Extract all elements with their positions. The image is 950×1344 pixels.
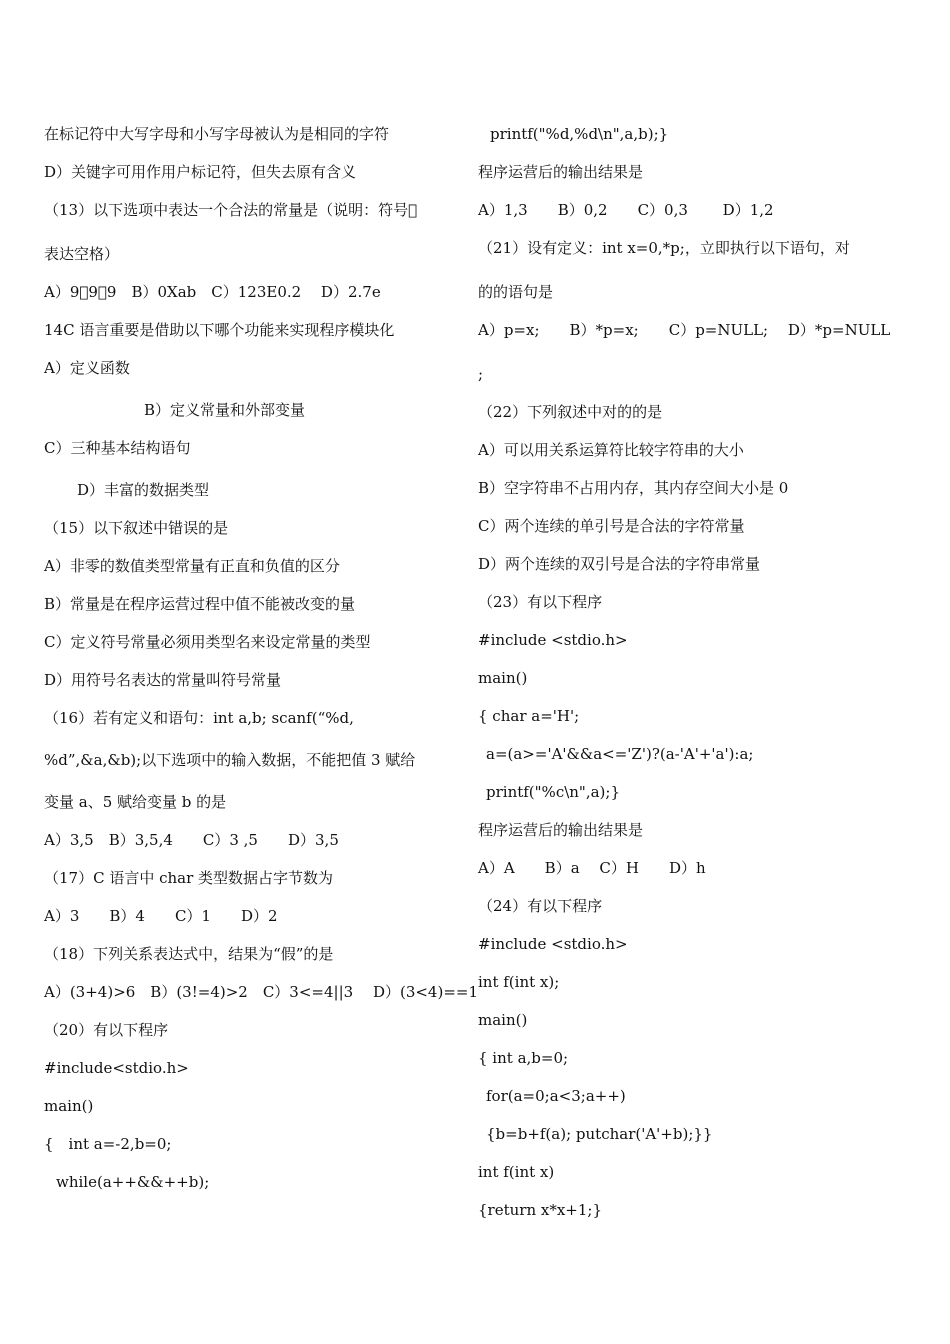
- left-column: [44, 124, 479, 1192]
- question-14-option-b: B）定义常量和外部变量: [144, 401, 306, 419]
- question-14-option-d: D）丰富的数据类型: [77, 481, 210, 499]
- question-20-options: A）1,3 B）0,2 C）0,3 D）1,2: [478, 201, 774, 219]
- question-15-option-d: D）用符号名表达的常量叫符号常量: [44, 671, 282, 689]
- text-line: %d”,&a,&b);以下选项中的输入数据，不能把值 3 赋给: [44, 751, 416, 769]
- question-16-options: A）3,5 B）3,5,4 C）3 ,5 D）3,5: [44, 831, 339, 849]
- text-line: 变量 a、5 赋给变量 b 的是: [44, 793, 227, 811]
- question-14-option-c: C）三种基本结构语句: [44, 439, 191, 457]
- code-line: { int a=-2,b=0;: [44, 1135, 172, 1153]
- code-line: printf("%d,%d\n",a,b);}: [490, 125, 669, 143]
- code-line: #include<stdio.h>: [44, 1059, 189, 1077]
- question-13-stem: （13）以下选项中表达一个合法的常量是（说明：符号􀀀: [44, 201, 418, 219]
- question-14-stem: 14C 语言重要是借助以下哪个功能来实现程序模块化: [44, 321, 395, 339]
- code-line: #include <stdio.h>: [478, 631, 628, 649]
- question-23-stem: （23）有以下程序: [478, 593, 603, 611]
- question-24-stem: （24）有以下程序: [478, 897, 603, 915]
- code-line: main(): [478, 1011, 528, 1029]
- code-line: for(a=0;a<3;a++): [486, 1087, 626, 1105]
- question-15-option-b: B）常量是在程序运营过程中值不能被改变的量: [44, 595, 356, 613]
- code-line: int f(int x): [478, 1163, 555, 1181]
- code-line: a=(a>='A'&&a<='Z')?(a-'A'+'a'):a;: [486, 745, 754, 763]
- question-20-stem: （20）有以下程序: [44, 1021, 169, 1039]
- question-23-options: A）A B）a C）H D）h: [478, 859, 706, 877]
- question-17-options: A）3 B）4 C）1 D）2: [44, 907, 278, 925]
- text-line: 程序运营后的输出结果是: [478, 821, 644, 839]
- text-line: 程序运营后的输出结果是: [478, 163, 644, 181]
- question-16-stem: （16）若有定义和语句：int a,b; scanf(“%d,: [44, 709, 354, 727]
- code-line: { int a,b=0;: [478, 1049, 569, 1067]
- right-column: [478, 124, 908, 1220]
- text-line: 表达空格）: [44, 245, 120, 263]
- code-line: printf("%c\n",a);}: [486, 783, 620, 801]
- question-21-stem: （21）设有定义：int x=0,*p;，立即执行以下语句，对: [478, 239, 850, 257]
- question-22-stem: （22）下列叙述中对的的是: [478, 403, 663, 421]
- question-21-options: A）p=x; B）*p=x; C）p=NULL; D）*p=NULL: [478, 321, 891, 339]
- code-line: {return x*x+1;}: [478, 1201, 603, 1219]
- question-15-option-c: C）定义符号常量必须用类型名来设定常量的类型: [44, 633, 371, 651]
- text-line: 的的语句是: [478, 283, 554, 301]
- question-18-stem: （18）下列关系表达式中，结果为“假”的是: [44, 945, 334, 963]
- question-17-stem: （17）C 语言中 char 类型数据占字节数为: [44, 869, 334, 887]
- code-line: int f(int x);: [478, 973, 560, 991]
- text-line: ;: [478, 365, 484, 383]
- code-line: {b=b+f(a); putchar('A'+b);}}: [486, 1125, 713, 1143]
- text-line: 在标记符中大写字母和小写字母被认为是相同的字符: [44, 125, 390, 143]
- code-line: main(): [44, 1097, 94, 1115]
- code-line: { char a='H';: [478, 707, 580, 725]
- question-22-option-b: B）空字符串不占用内存，其内存空间大小是 0: [478, 479, 789, 497]
- question-18-options: A）(3+4)>6 B）(3!=4)>2 C）3<=4||3 D）(3<4)==1: [44, 983, 479, 1001]
- code-line: main(): [478, 669, 528, 687]
- code-line: while(a++&&++b);: [56, 1173, 210, 1191]
- code-line: #include <stdio.h>: [478, 935, 628, 953]
- question-15-stem: （15）以下叙述中错误的是: [44, 519, 229, 537]
- question-22-option-d: D）两个连续的双引号是合法的字符串常量: [478, 555, 761, 573]
- question-13-options: A）9􀀀9􀀀9 B）0Xab C）123E0.2 D）2.7e: [44, 283, 381, 301]
- question-22-option-a: A）可以用关系运算符比较字符串的大小: [478, 441, 744, 459]
- text-line: D）关键字可用作用户标记符，但失去原有含义: [44, 163, 357, 181]
- question-22-option-c: C）两个连续的单引号是合法的字符常量: [478, 517, 745, 535]
- question-15-option-a: A）非零的数值类型常量有正直和负值的区分: [44, 557, 340, 575]
- question-14-option-a: A）定义函数: [44, 359, 130, 377]
